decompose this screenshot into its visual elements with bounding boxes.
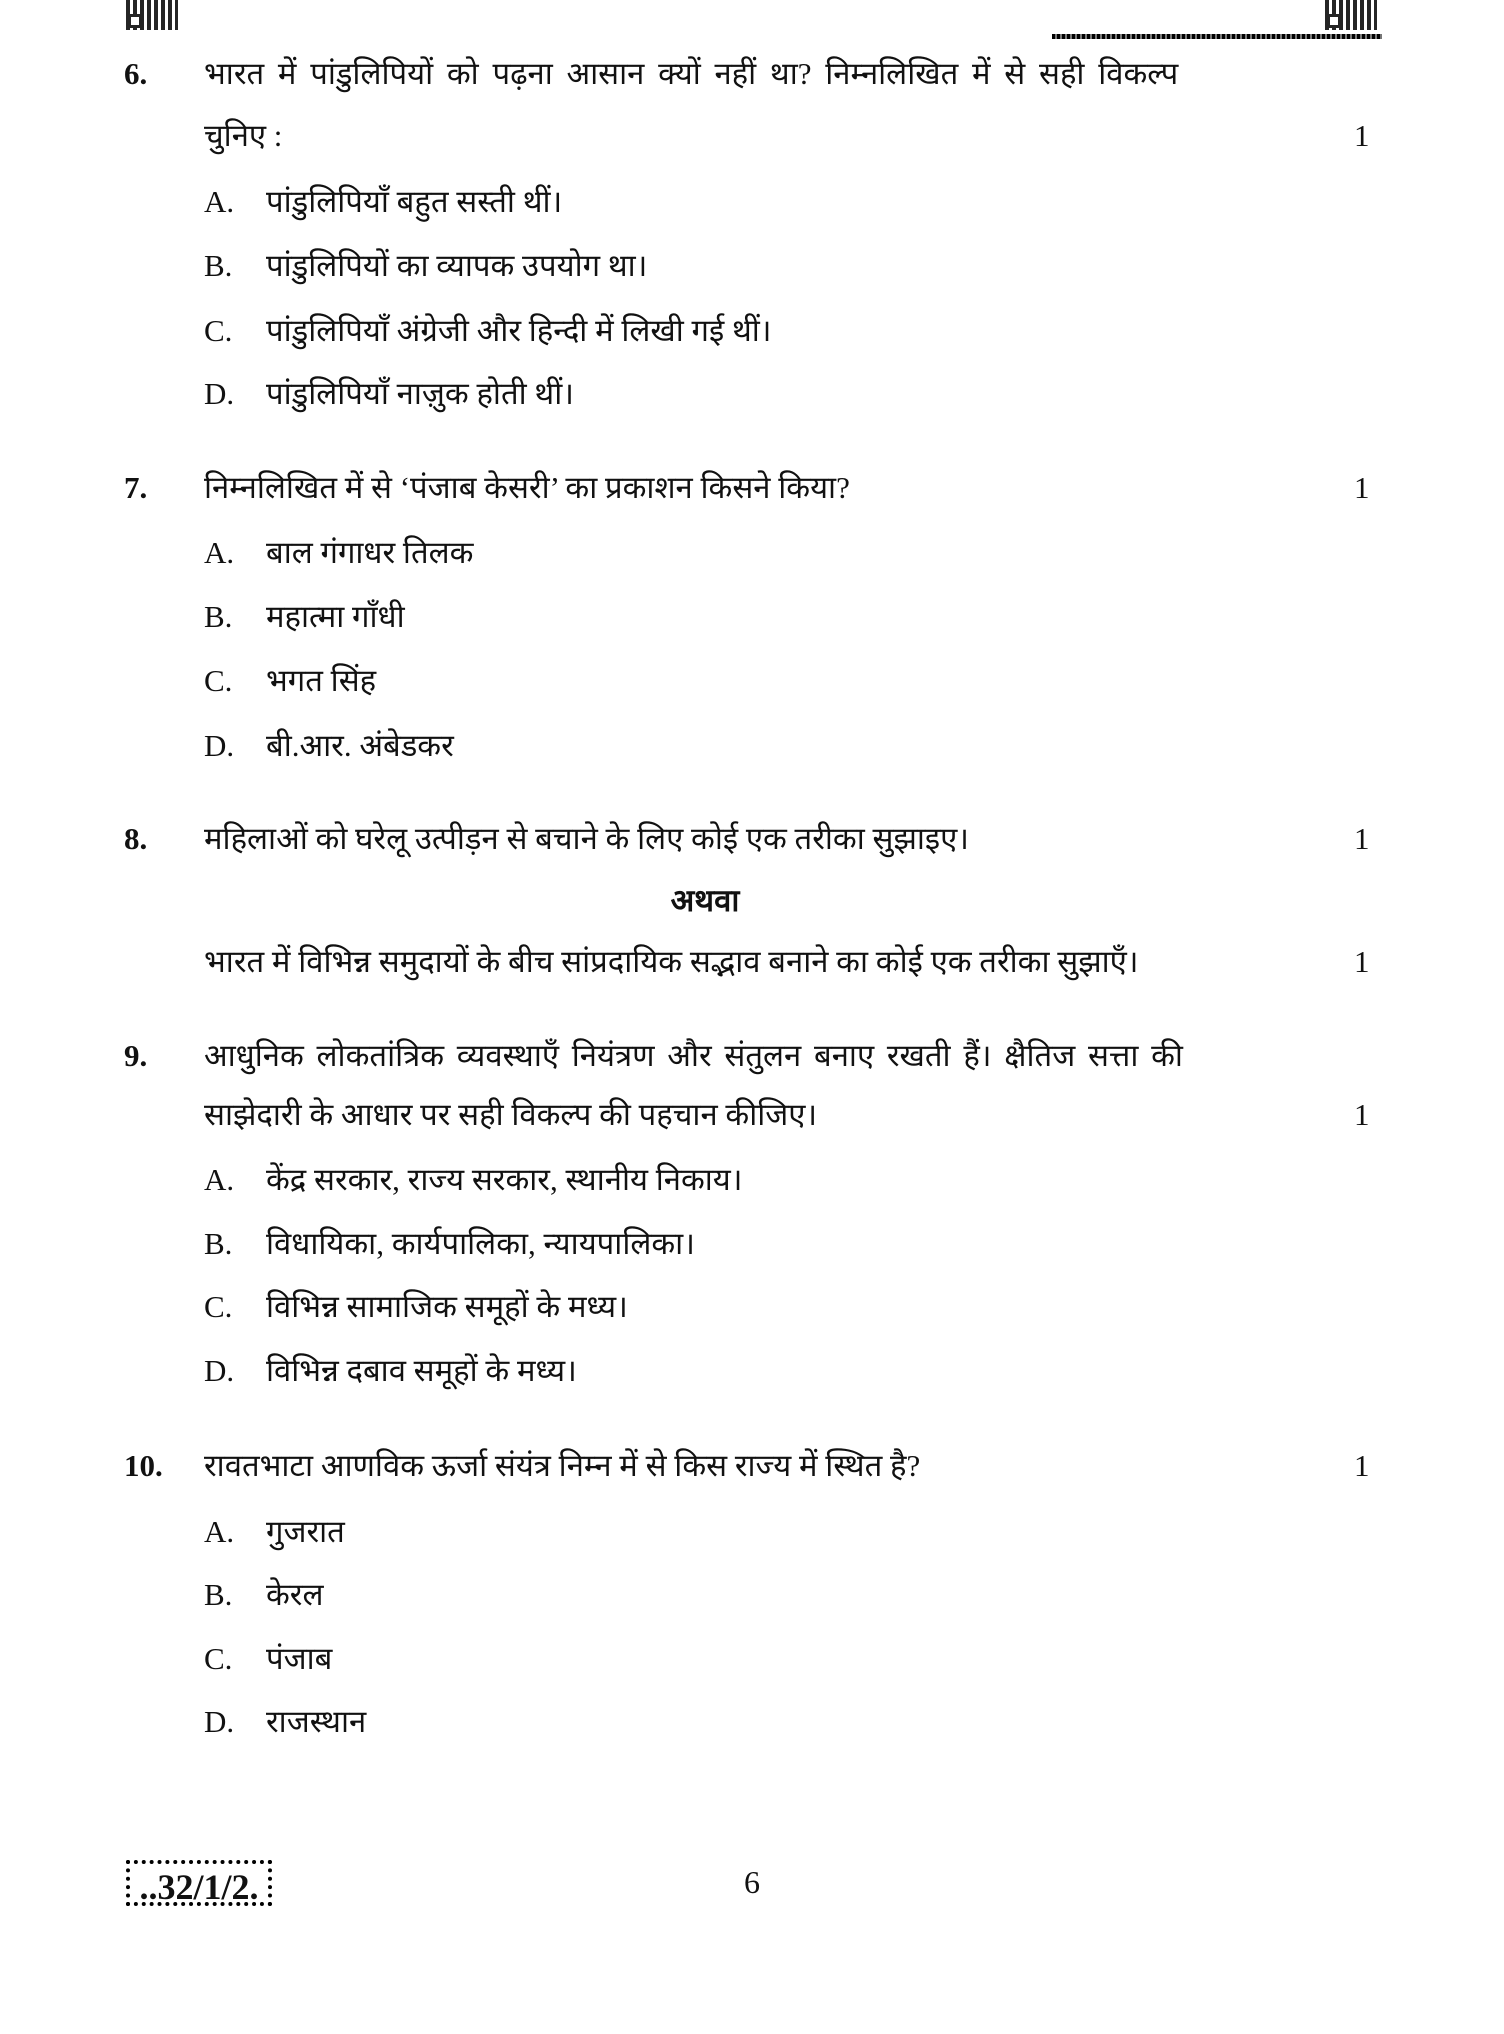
option-b xyxy=(204,1224,695,1264)
page-number: 6 xyxy=(744,1864,760,1900)
question-text: भारत में पांडुलिपियों को पढ़ना आसान क्यों नहीं था? निम्नलिखित में से सही विकल्प xyxy=(204,56,1179,91)
marks: 1 xyxy=(1354,1097,1370,1132)
marks: 1 xyxy=(1354,470,1370,505)
question-text: निम्नलिखित में से ‘पंजाब केसरी’ का प्रकाशन किसने किया? xyxy=(204,470,850,505)
option-text: विभिन्न सामाजिक समूहों के मध्य। xyxy=(266,1289,628,1324)
option-letter: D. xyxy=(204,728,235,763)
option-text: पांडुलिपियाँ अंग्रेजी और हिन्दी में लिखी गई थीं। xyxy=(266,313,772,348)
marks: 1 xyxy=(1354,821,1370,856)
option-a xyxy=(204,182,562,222)
option-letter: B. xyxy=(204,599,233,634)
option-text: गुजरात xyxy=(266,1514,345,1549)
option-a xyxy=(204,1512,345,1552)
option-letter: B. xyxy=(204,248,233,283)
option-text: राजस्थान xyxy=(266,1704,367,1739)
option-letter: B. xyxy=(204,1226,233,1261)
option-d xyxy=(204,374,574,414)
option-text: भगत सिंह xyxy=(266,663,377,698)
option-text: केंद्र सरकार, राज्य सरकार, स्थानीय निकाय। xyxy=(266,1162,743,1197)
qr-code-right xyxy=(1325,0,1377,30)
option-a xyxy=(204,533,473,573)
option-letter: C. xyxy=(204,313,233,348)
question-number: 9. xyxy=(124,1038,148,1073)
option-letter: C. xyxy=(204,1289,233,1324)
option-text: बाल गंगाधर तिलक xyxy=(266,535,474,570)
option-c xyxy=(204,661,376,701)
option-d xyxy=(204,1702,366,1742)
option-text: पांडुलिपियों का व्यापक उपयोग था। xyxy=(266,248,648,283)
option-letter: C. xyxy=(204,663,233,698)
option-letter: D. xyxy=(204,376,235,411)
question-text: रावतभाटा आणविक ऊर्जा संयंत्र निम्न में से किस राज्य में स्थित है? xyxy=(204,1448,921,1483)
option-d xyxy=(204,726,454,766)
question-number: 8. xyxy=(124,821,148,856)
option-letter: D. xyxy=(204,1704,235,1739)
question-number: 10. xyxy=(124,1448,163,1483)
option-c xyxy=(204,1287,628,1327)
option-text: पांडुलिपियाँ नाज़ुक होती थीं। xyxy=(266,376,574,411)
qr-code-left xyxy=(126,0,178,30)
option-d xyxy=(204,1351,577,1391)
question-text: चुनिए : xyxy=(204,118,283,153)
option-letter: A. xyxy=(204,184,235,219)
option-text: पांडुलिपियाँ बहुत सस्ती थीं। xyxy=(266,184,563,219)
question-text: साझेदारी के आधार पर सही विकल्प की पहचान कीजिए। xyxy=(204,1097,818,1132)
option-b xyxy=(204,1575,324,1615)
marks: 1 xyxy=(1354,1448,1370,1483)
option-text: बी.आर. अंबेडकर xyxy=(266,728,454,763)
marks: 1 xyxy=(1354,118,1370,153)
question-number: 6. xyxy=(124,56,148,91)
option-a xyxy=(204,1160,743,1200)
option-text: पंजाब xyxy=(266,1641,333,1676)
option-letter: B. xyxy=(204,1577,233,1612)
option-c xyxy=(204,1639,332,1679)
option-letter: A. xyxy=(204,1514,235,1549)
option-letter: C. xyxy=(204,1641,233,1676)
marks: 1 xyxy=(1354,944,1370,979)
option-text: केरल xyxy=(266,1577,324,1612)
option-text: महात्मा गाँधी xyxy=(266,599,405,634)
question-number: 7. xyxy=(124,470,148,505)
or-label: अथवा xyxy=(670,883,740,918)
option-b xyxy=(204,246,647,286)
option-text: विभिन्न दबाव समूहों के मध्य। xyxy=(266,1353,577,1388)
paper-code-box: ..32/1/2. xyxy=(126,1860,272,1906)
question-text: आधुनिक लोकतांत्रिक व्यवस्थाएँ नियंत्रण और संतुलन बनाए रखती हैं। क्षैतिज सत्ता की xyxy=(204,1038,1183,1073)
question-text-alternative: भारत में विभिन्न समुदायों के बीच सांप्रदायिक सद्भाव बनाने का कोई एक तरीका सुझाएँ। xyxy=(204,944,1139,979)
question-text: महिलाओं को घरेलू उत्पीड़न से बचाने के लिए कोई एक तरीका सुझाइए। xyxy=(204,821,970,856)
option-b xyxy=(204,597,405,637)
option-letter: D. xyxy=(204,1353,235,1388)
barcode-strip xyxy=(1052,34,1382,39)
option-c xyxy=(204,311,772,351)
option-letter: A. xyxy=(204,535,235,570)
option-letter: A. xyxy=(204,1162,235,1197)
option-text: विधायिका, कार्यपालिका, न्यायपालिका। xyxy=(266,1226,695,1261)
